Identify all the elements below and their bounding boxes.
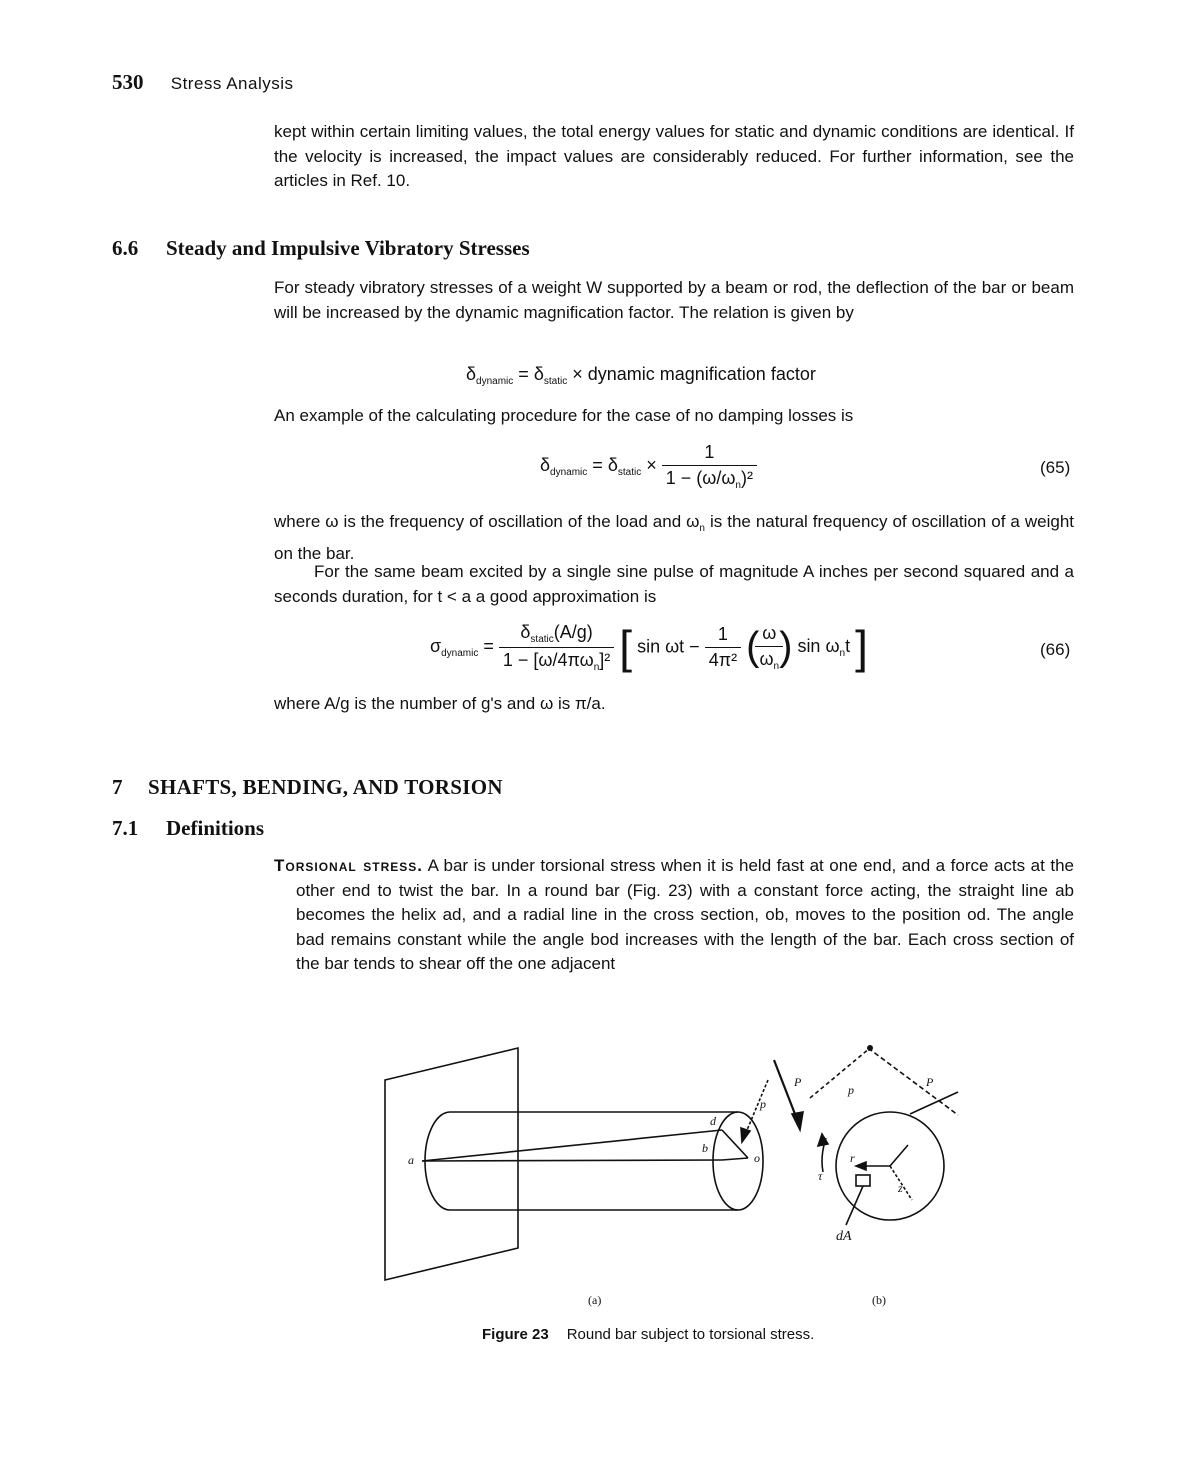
eq-text: × dynamic magnification factor (572, 364, 816, 384)
paren-right: ) (779, 624, 793, 669)
den-text: ω (759, 648, 774, 669)
fraction-numerator: 1 (717, 623, 728, 644)
section-number: 7 (112, 775, 123, 799)
equation-number-66: (66) (1040, 640, 1071, 659)
force-P-line-b (868, 1048, 958, 1115)
lever-p-line-b (810, 1048, 870, 1098)
label-r: r (850, 1151, 855, 1165)
eq-subscript: dynamic (550, 467, 588, 478)
force-P-arrowhead (792, 1112, 803, 1130)
section-heading-7-1 (112, 816, 264, 841)
text-sub: n (699, 523, 705, 534)
force-P-line-b2 (910, 1092, 958, 1114)
intro-paragraph: kept within certain limiting values, the total energy values for static and dynamic conditions are identical. If the velocity is increased, the impact values are considerably reduced. For further information, see the articles in Ref. 10. (274, 122, 1074, 190)
den-tail: )² (740, 468, 753, 488)
label-dA: dA (836, 1229, 852, 1244)
section-title: Steady and Impulsive Vibratory Stresses (166, 236, 530, 260)
element-dA (856, 1175, 870, 1186)
term-definition: A bar is under torsional stress when it is held fast at one end, and a force acts at the other end to twist the bar. In a round bar (Fig. 23) with a constant force acting, the straight line ab becomes the helix ad, and a radial line in the cross section, ob, moves to the position od. The angle bad remains constant while the angle bod increases with the length of the bar. Each cross section of the bar tends to shear off the one adjacent (296, 856, 1074, 973)
section-title: SHAFTS, BENDING, AND TORSION (148, 775, 503, 799)
label-o: o (754, 1151, 760, 1165)
equation-magnification (466, 364, 816, 387)
equation-66 (430, 620, 868, 674)
radius-center (890, 1145, 908, 1166)
paren-left: ( (746, 624, 760, 669)
den-sub: n (773, 660, 780, 672)
fraction-numerator: 1 (704, 442, 715, 462)
caption-text: Round bar subject to torsional stress. (566, 1326, 815, 1343)
text-run: is the natural frequency of oscillation of a weight on the bar. (274, 512, 1074, 563)
eq-symbol: σ (430, 635, 442, 656)
eq-sign: = (592, 455, 603, 475)
fraction-numerator (499, 622, 614, 647)
label-tau: τ (818, 1169, 823, 1183)
fraction-denominator (662, 465, 757, 491)
label-d: d (710, 1114, 716, 1128)
den-text: 1 − (ω/ω (665, 468, 736, 488)
den-sub: n (593, 661, 600, 673)
text-run: t (845, 635, 851, 656)
fraction (705, 624, 741, 671)
label-p: p (760, 1097, 766, 1111)
label-a: a (408, 1153, 414, 1167)
dA-leader (846, 1186, 863, 1225)
eq-symbol: δ (540, 455, 551, 475)
eq-sign: = (518, 364, 529, 384)
label-P: P (794, 1075, 802, 1089)
page-number: 530 (112, 70, 144, 94)
label-P-b: P (926, 1075, 934, 1089)
paragraph-sine-pulse: For the same beam excited by a single sine pulse of magnitude A inches per second squared and a seconds duration, for t < a a good approximation is (274, 562, 1074, 606)
label-z: z (898, 1181, 903, 1195)
paragraph-torsional-stress (274, 854, 1074, 977)
equation-65 (540, 442, 757, 491)
label-b: b (702, 1141, 708, 1155)
eq-subscript: static (617, 467, 642, 478)
section-title: Definitions (166, 816, 265, 840)
den-sub: n (735, 480, 741, 491)
line-ab (422, 1160, 722, 1161)
eq-symbol: δ (533, 364, 544, 384)
bracket-left: [ (619, 621, 633, 673)
section-number: 7.1 (112, 816, 139, 840)
tau-arrowhead (818, 1134, 828, 1146)
section-heading-6-6 (112, 236, 530, 261)
eq-times: × (646, 455, 657, 475)
den-text: 1 − [ω/4πω (502, 649, 594, 670)
paragraph-steady: For steady vibratory stresses of a weight W supported by a beam or rod, the deflection of the bar or beam will be increased by the dynamic magnification factor. The relation is given by (274, 278, 1074, 322)
line-ob (722, 1158, 748, 1160)
subfigure-label-b: (b) (872, 1293, 886, 1307)
figure-23 (370, 1030, 990, 1320)
eq-symbol: δ (466, 364, 477, 384)
fraction (662, 442, 757, 491)
fraction-numerator: ω (762, 622, 777, 643)
running-head (112, 70, 294, 95)
text-run: where ω is the frequency of oscillation of the load and ω (274, 512, 700, 531)
eq-text: sin ωt − (637, 636, 700, 657)
fraction-denominator: 4π² (705, 647, 741, 671)
figure-caption (482, 1326, 814, 1343)
eq-text (797, 635, 851, 659)
label-p-b: p (848, 1083, 854, 1097)
lever-p-arrowhead (741, 1128, 750, 1142)
section-heading-7 (112, 775, 503, 800)
text-run: sin ω (797, 635, 840, 656)
fixed-wall (385, 1048, 518, 1280)
eq-sign: = (483, 635, 494, 656)
den-tail: ]² (599, 649, 611, 670)
eq-symbol: δ (607, 455, 618, 475)
fraction (499, 622, 614, 673)
eq-subscript: static (543, 376, 568, 387)
num-sub: static (530, 633, 554, 645)
caption-label: Figure 23 (482, 1326, 549, 1343)
paragraph-example: An example of the calculating procedure for the case of no damping losses is (274, 406, 854, 425)
equation-number-65: (65) (1040, 458, 1071, 477)
paragraph-where-ag: where A/g is the number of g's and ω is π/a. (274, 694, 606, 713)
eq-subscript: dynamic (441, 647, 479, 659)
section-number: 6.6 (112, 236, 139, 260)
fraction-denominator (499, 647, 614, 673)
text-sub: n (839, 647, 846, 659)
term-label: Torsional stress. (274, 856, 423, 875)
num-text: δ (520, 621, 531, 642)
num-tail: (A/g) (553, 621, 593, 642)
line-ad (422, 1130, 722, 1161)
paragraph-where-omega (274, 510, 1074, 566)
bracket-right: ] (855, 621, 868, 673)
running-title: Stress Analysis (170, 74, 294, 93)
radius-arrowhead (856, 1162, 866, 1170)
eq-subscript: dynamic (476, 376, 514, 387)
subfigure-label-a: (a) (588, 1293, 602, 1307)
